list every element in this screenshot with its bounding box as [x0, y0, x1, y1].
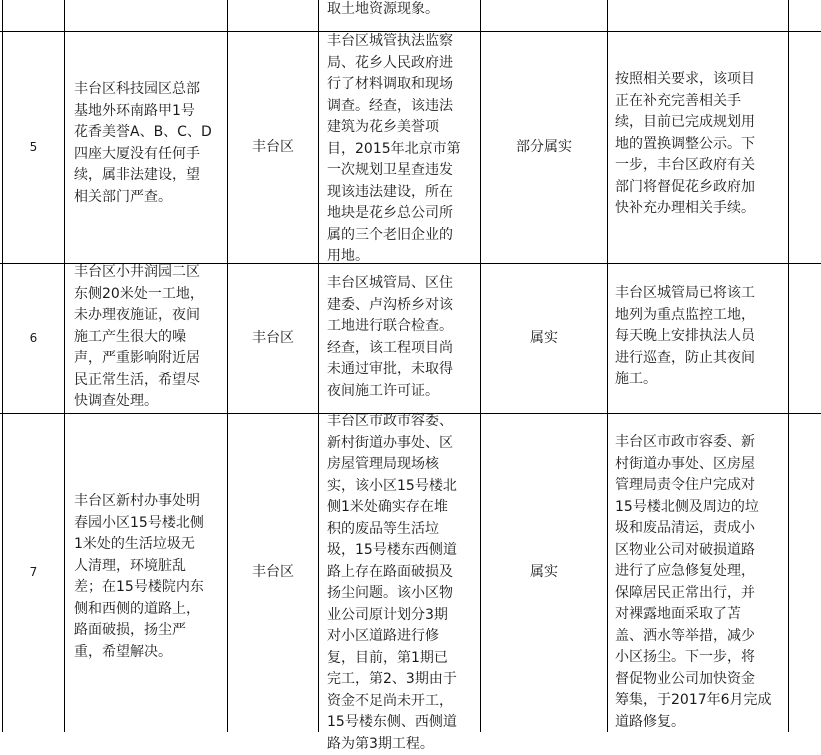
row-number: 7	[29, 565, 38, 580]
row-number: 5	[29, 139, 38, 154]
result-cell: 属实	[530, 329, 558, 346]
method-cell: 丰台区城管局、区住 建委、卢沟桥乡对该 工地进行联合检查。 经查，该工程项目尚 未通过审批，未取得 夜间施工许可证。	[327, 275, 453, 399]
row-number: 6	[29, 330, 38, 345]
action-cell: 丰台区城管局已将该工 地列为重点监控工地， 每天晚上安排执法人员 进行巡查，防止其夜间 施工。	[615, 285, 755, 387]
complaint-cell: 丰台区新村办事处明 春园小区15号楼北侧 1米处的生活垃圾无 人清理，环境脏乱 差；在15号楼院内东 侧和西侧的道路上， 路面破损，扬尘严 重，希望解决。	[74, 493, 204, 660]
action-cell: 丰台区市政市容委、新 村街道办事处、区房屋 管理局责令住户完成对 15号楼北侧及周边的垃 圾和废品清运，责成小 区物业公司对破损道路 进行了应急修复处理， 保障居民正常出行，并 对裸露地面采取了苫 盖、洒水等举措，减少 小区扬尘。下一步，将 督促物业公司加快资金 筹集，于2017年6月完成 道路修复。	[615, 434, 772, 730]
district-cell: 丰台区	[252, 564, 294, 581]
table-border-right	[788, 0, 789, 732]
column-divider	[318, 0, 319, 732]
district-cell: 丰台区	[252, 329, 294, 346]
complaint-cell: 丰台区小井润园二区 东侧20米处一工地， 未办理夜施证，夜间 施工产生很大的噪 声，严重影响附近居 民正常生活，希望尽 快调查处理。	[74, 264, 204, 409]
result-cell: 属实	[530, 564, 558, 581]
method-cell: 丰台区市政市容委、 新村街道办事处、区 房屋管理局现场核 实，该小区15号楼北 侧1米处确实存在堆 积的废品等生活垃 圾，15号楼东西侧道 路上存在路面破损及 扬尘问题。该小区物 业公司原计划分3期 对小区道路进行修 复，目前，第1期已 完工，第2、3期由于 资金不足尚未开工， 15号楼东侧、西侧道 路为第3期工程。	[327, 413, 457, 752]
column-divider	[64, 0, 65, 732]
method-cell: 丰台区城管执法监察 局、花乡人民政府进 行了材料调取和现场 调查。经查，该违法 建筑为花乡美誉项 目，2015年北京市第 一次规划卫星查违发 现该违法建设，所在 地块是花乡总公司所 属的三个老旧企业的 用地。	[327, 33, 461, 264]
action-cell: 按照相关要求，该项目 正在补充完善相关手 续，目前已完成规划用 地的置换调整公示。下 一步，丰台区政府有关 部门将督促花乡政府加 快补充办理相关手续。	[615, 71, 755, 216]
method-cell: 取土地资源现象。	[327, 1, 439, 17]
district-cell: 丰台区	[252, 138, 294, 155]
column-divider	[607, 0, 608, 732]
result-cell: 部分属实	[516, 138, 572, 155]
complaint-cell: 丰台区科技园区总部 基地外环南路甲1号 花香美誉A、B、C、D 四座大厦没有任何手 续，属非法建设，望 相关部门严查。	[74, 81, 212, 205]
